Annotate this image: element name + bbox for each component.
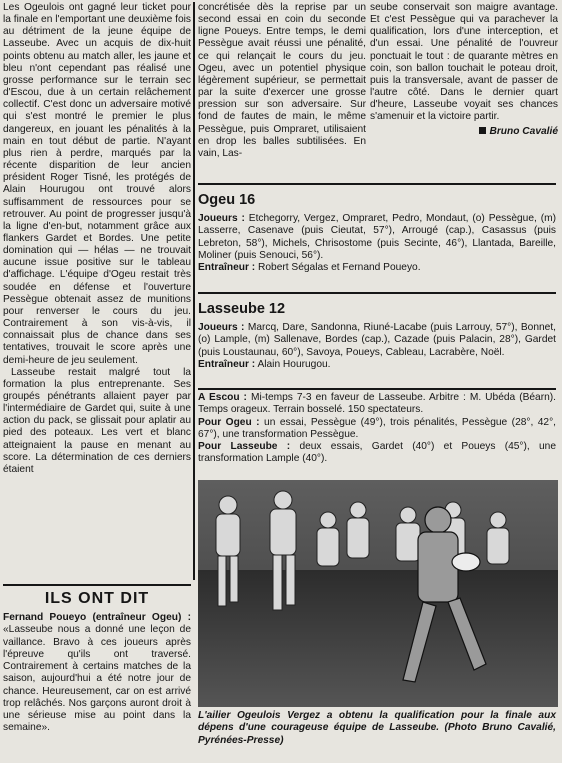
- players-list: Marcq, Dare, Sandonna, Riuné-Lacabe (puis Larrouy, 57°), Bonnet, (o) Lample, (m) Sallenave, Bordes (cap.), Cazade (puis Palacin, 28°), Gardet (puis Loustaunau, 60°), Savoya, Poueys, Cableau, Lacrabère, Noël.: [198, 322, 556, 358]
- summary-ogeu: [198, 417, 556, 442]
- section-divider: [198, 183, 556, 185]
- article-column-2: [198, 2, 366, 170]
- ogeu-lineup: [198, 213, 556, 274]
- team-title-lasseube: Lasseube 12: [198, 301, 286, 317]
- summary-label: Pour Ogeu :: [198, 416, 260, 428]
- coach-label: Entraîneur :: [198, 358, 256, 370]
- article-paragraph: concrétisée dès la reprise par un second essai en coin du seconde ligne Poueys. Entre temps, le demi Pessègue avait réussi une pénalité, ce qui relançait le cours du jeu. Ogeu, avec un potentiel physique légèrement supérieur, se permettait par la suite d'exercer une grosse pression sur son adversaire. Sur fond de fautes de main, le même Pessègue, puis Ompraret, utilisaient en drop les balles subtilisées. En vain, Las-: [198, 2, 366, 159]
- coach-name: Alain Hourugou.: [257, 358, 331, 370]
- article-paragraph: seube conservait son maigre avantage. Et c'est Pessègue qui va parachever la qualification, lors d'une interception, et d'un essai. Une pénalité de l'ouvreur ponctuait le tout : de quarante mètres en coin, son ballon touchait le poteau droit, puis la transversale, avant de passer de l'autre côté. Dans le dernier quart d'heure, Lasseube voyait ses chances s'amenuir et la victoire partir.: [370, 2, 558, 123]
- summary-lasseube: [198, 441, 556, 466]
- box-divider: [3, 584, 191, 586]
- quote-speaker: Fernand Poueyo (entraîneur Ogeu) :: [3, 612, 191, 623]
- team-title-ogeu: Ogeu 16: [198, 192, 256, 208]
- match-photo: [198, 480, 558, 707]
- section-divider: [198, 292, 556, 294]
- coach-name: Robert Ségalas et Fernand Poueyo.: [258, 262, 421, 274]
- summary-text: un essai, Pessègue (49°), trois pénalités, Pessègue (28°, 42°, 67°), une transformation Pessègue.: [198, 416, 557, 440]
- author-signature: [370, 126, 558, 138]
- players-list: Etchegorry, Vergez, Ompraret, Pedro, Mondaut, (o) Pessègue, (m) Lasserre, Casenave (puis Cieutat, 57°), Arrougé (cap.), Casassus (puis Lebreton, 58°), Michels, Chrisostome (puis Secinte, 46°), Llantada, Bareille, Moliner (puis Senouci, 56°).: [198, 213, 556, 261]
- article-column-3: [370, 2, 558, 172]
- summary-label: Pour Lasseube :: [198, 441, 291, 453]
- summary-text: deux essais, Gardet (40°) et Poueys (45°), une transformation Lample (40°).: [198, 441, 556, 465]
- coach-label: Entraîneur :: [198, 262, 256, 274]
- section-divider: [198, 388, 556, 390]
- quote-box-title: ILS ONT DIT: [44, 590, 150, 607]
- article-paragraph: Les Ogeulois ont gagné leur ticket pour la finale en l'emportant une deuxième fois au détriment de la jeune équipe de Lasseube. Avec un acquis de dix-huit points obtenu au match aller, les jaune et bleu n'ont cependant pas réalisé une grosse performance sur le terrain sec d'Escou, due à un certain relâchement collectif. C'est donc un adversaire motivé qui s'est montré le premier le plus dangereux, en jouant les pénalités à la main en tout début de partie. N'ayant plus rien à perdre, marqués par la récente disparition de leur ancien président Roger Tisné, les protégés de Alain Hourugou ont trouvé alors suffisamment de ressources pour se retrouver. Au point de progresser jusqu'à la ligne d'en-but, notamment grâce aux flankers Gardet et Bordes. Une petite domination qui — hélas — ne trouvait aucune issue positive sur le tableau d'affichage. L'équipe d'Ogeu restait très soudée en défense et l'ouverture Pessègue obtenait assez de munitions pour renverser le cours du jeu. Contrairement à son vis-à-vis, il connaissait plus de chance dans ses tentatives, trouvait le score après une demi-heure de jeu seulement.: [3, 2, 191, 366]
- lasseube-coach: [198, 359, 556, 371]
- match-summary: [198, 392, 556, 466]
- author-name: Bruno Cavalié: [489, 125, 558, 137]
- photo-caption: L'ailier Ogeulois Vergez a obtenu la qualification pour la finale aux dépens d'une courageuse équipe de Lasseube. (Photo Bruno Cavalié, Pyrénées-Presse): [198, 710, 556, 746]
- summary-venue: [198, 392, 556, 417]
- signature-bullet: [479, 127, 486, 134]
- article-paragraph: Lasseube restait malgré tout la formation la plus entreprenante. Ses groupés pénétrants allaient payer par l'intermédiaire de Gardet qui, suite à une action du pack, se glissait pour aplatir au pied des poteaux. Les vert et blanc atteignaient la pause en menant au score. La détermination de ces derniers étaient: [3, 366, 191, 475]
- ogeu-players: [198, 213, 556, 262]
- quote-box: [3, 612, 191, 735]
- summary-label: A Escou :: [198, 392, 247, 403]
- lasseube-lineup: [198, 322, 556, 371]
- players-label: Joueurs :: [198, 322, 245, 333]
- ogeu-coach: [198, 262, 556, 274]
- players-label: Joueurs :: [198, 213, 245, 224]
- summary-text: Mi-temps 7-3 en faveur de Lasseube. Arbitre : M. Ubéda (Béarn). Temps orageux. Terrain bosselé. 150 spectateurs.: [198, 392, 556, 416]
- column-divider: [193, 2, 195, 580]
- quote-text: «Lasseube nous a donné une leçon de vaillance. Bravo à ces joueurs après l'épreuve qu'ils ont traversé. Contrairement à certains matches de la saison, aujourd'hui a été notre jour de chance. Heureusement, car on est arrivé trop relâchés. Nos garçons auront droit à une sérieuse mise au point dans la semaine».: [3, 624, 191, 734]
- article-column-1: [3, 2, 191, 587]
- lasseube-players: [198, 322, 556, 359]
